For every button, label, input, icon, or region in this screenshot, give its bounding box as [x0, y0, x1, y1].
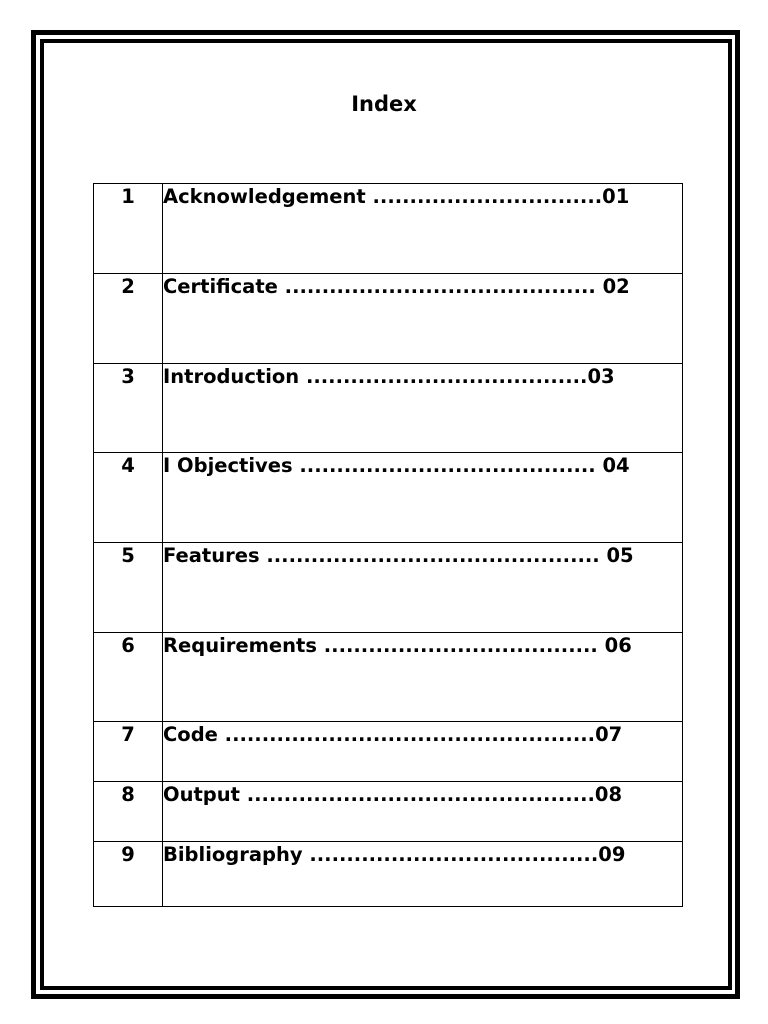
row-entry: Bibliography .......................................09 [163, 842, 683, 907]
table-row [94, 722, 683, 782]
row-number: 2 [94, 274, 163, 364]
table-row [94, 782, 683, 842]
table-row [94, 184, 683, 274]
row-entry: Output ...............................................08 [163, 782, 683, 842]
row-entry: I Objectives ........................................ 04 [163, 453, 683, 543]
table-row [94, 633, 683, 722]
row-number: 5 [94, 543, 163, 633]
row-number: 1 [94, 184, 163, 274]
row-entry: Certificate .......................................... 02 [163, 274, 683, 364]
row-entry: Acknowledgement ...............................01 [163, 184, 683, 274]
table-row [94, 274, 683, 364]
table-row [94, 543, 683, 633]
page-title: Index [351, 92, 417, 116]
row-entry: Code ..................................................07 [163, 722, 683, 782]
row-entry: Introduction ......................................03 [163, 364, 683, 453]
row-number: 7 [94, 722, 163, 782]
row-entry: Features ............................................. 05 [163, 543, 683, 633]
row-number: 8 [94, 782, 163, 842]
row-number: 3 [94, 364, 163, 453]
table-row [94, 842, 683, 907]
row-number: 4 [94, 453, 163, 543]
row-number: 9 [94, 842, 163, 907]
row-entry: Requirements ..................................... 06 [163, 633, 683, 722]
table-row [94, 453, 683, 543]
index-table [93, 183, 683, 907]
row-number: 6 [94, 633, 163, 722]
table-row [94, 364, 683, 453]
